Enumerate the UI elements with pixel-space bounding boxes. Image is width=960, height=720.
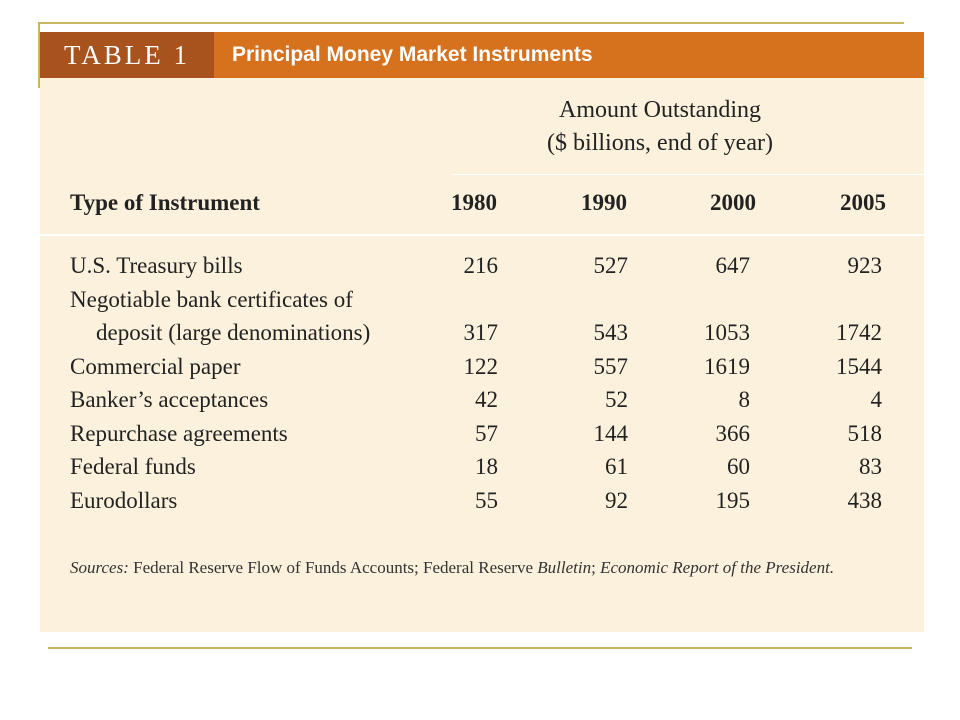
cell-1980: 55 <box>475 488 498 513</box>
column-header-2005: 2005 <box>840 190 886 215</box>
table-row <box>40 450 924 484</box>
sources-prefix: Sources: <box>70 558 129 577</box>
row-label: Repurchase agreements <box>70 421 288 446</box>
amount-outstanding-header <box>490 94 830 160</box>
sources-bulletin: Bulletin <box>537 558 592 577</box>
row-label: Federal funds <box>70 454 196 479</box>
cell-2000: 1619 <box>704 354 750 379</box>
table-row <box>40 283 924 317</box>
cell-1990: 92 <box>605 488 628 513</box>
table-title: Principal Money Market Instruments <box>232 43 593 66</box>
header-rule <box>40 234 924 236</box>
table-row <box>40 249 924 283</box>
cell-2000: 195 <box>715 488 750 513</box>
cell-2005: 518 <box>847 421 882 446</box>
column-header-1980: 1980 <box>451 190 497 215</box>
table-row <box>40 383 924 417</box>
cell-1980: 18 <box>475 454 498 479</box>
bottom-rule <box>48 647 912 649</box>
cell-2000: 1053 <box>704 320 750 345</box>
sources-text-2: ; <box>591 558 601 577</box>
cell-1980: 57 <box>475 421 498 446</box>
top-rule <box>40 22 904 24</box>
span-header-line1: Amount Outstanding <box>559 97 761 123</box>
cell-2000: 60 <box>727 454 750 479</box>
span-header-rule <box>452 174 924 175</box>
row-label: Banker’s acceptances <box>70 387 269 412</box>
table-header-bar <box>40 32 924 78</box>
table-row-continued <box>40 316 924 350</box>
column-header-instrument: Type of Instrument <box>70 190 260 215</box>
row-label: Eurodollars <box>70 488 178 513</box>
cell-2005: 923 <box>847 253 882 278</box>
cell-2005: 1544 <box>836 354 882 379</box>
cell-1980: 122 <box>463 354 498 379</box>
cell-1990: 52 <box>605 387 628 412</box>
table-row <box>40 350 924 384</box>
cell-2000: 8 <box>738 387 750 412</box>
sources-text-1: Federal Reserve Flow of Funds Accounts; Federal Reserve <box>128 558 538 577</box>
cell-2005: 83 <box>859 454 882 479</box>
row-label: Commercial paper <box>70 354 241 379</box>
sources-report: Economic Report of the President. <box>600 558 835 577</box>
cell-1980: 317 <box>463 320 498 345</box>
cell-1990: 543 <box>593 320 628 345</box>
table-sources-note <box>70 554 860 581</box>
cell-1990: 144 <box>593 421 628 446</box>
cell-2000: 647 <box>715 253 750 278</box>
span-header-line2: ($ billions, end of year) <box>547 130 773 156</box>
cell-2005: 438 <box>847 488 882 513</box>
row-label: U.S. Treasury bills <box>70 253 243 278</box>
cell-2005: 4 <box>870 387 882 412</box>
table-panel <box>40 32 924 632</box>
cell-2005: 1742 <box>836 320 882 345</box>
column-header-1990: 1990 <box>581 190 627 215</box>
cell-1990: 557 <box>593 354 628 379</box>
cell-1980: 42 <box>475 387 498 412</box>
table-number: TABLE 1 <box>40 32 214 78</box>
cell-2000: 366 <box>715 421 750 446</box>
cell-1980: 216 <box>463 253 498 278</box>
row-label-continued: deposit (large denominations) <box>96 320 371 345</box>
table-row <box>40 484 924 518</box>
table-row <box>40 417 924 451</box>
cell-1990: 61 <box>605 454 628 479</box>
row-label: Negotiable bank certificates of <box>70 287 353 312</box>
cell-1990: 527 <box>593 253 628 278</box>
column-header-2000: 2000 <box>710 190 756 215</box>
